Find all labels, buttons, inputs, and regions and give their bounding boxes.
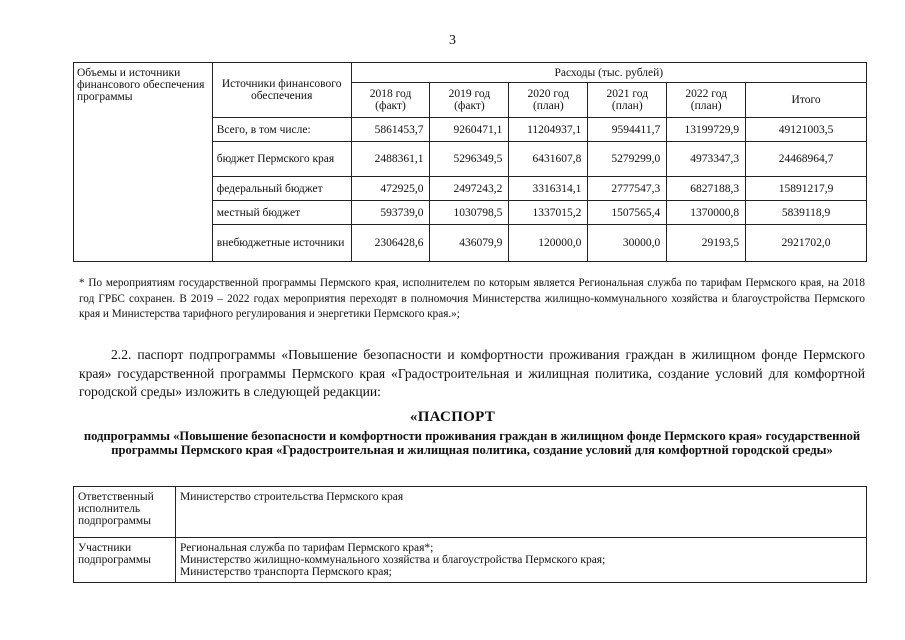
total-cell: 49121003,5: [746, 118, 867, 142]
year-header: 2022 год (план): [667, 83, 746, 118]
source-cell: внебюджетные источники: [212, 225, 351, 262]
source-cell: Всего, в том числе:: [212, 118, 351, 142]
expenses-header: Расходы (тыс. рублей): [351, 63, 866, 83]
total-cell: 5839118,9: [746, 201, 867, 225]
value-cell: 120000,0: [509, 225, 588, 262]
value-cell: 2777547,3: [588, 177, 667, 201]
source-cell: федеральный бюджет: [212, 177, 351, 201]
value-cell: 5296349,5: [430, 142, 509, 177]
year-header: 2020 год (план): [509, 83, 588, 118]
finance-row-label: Объемы и источники финансового обеспечения программы: [74, 63, 213, 262]
value-cell: 9594411,7: [588, 118, 667, 142]
value-cell: 2488361,1: [351, 142, 430, 177]
passport-value: Министерство строительства Пермского края: [176, 487, 867, 538]
value-cell: 3316314,1: [509, 177, 588, 201]
value-cell: 5279299,0: [588, 142, 667, 177]
value-cell: 30000,0: [588, 225, 667, 262]
value-cell: 1507565,4: [588, 201, 667, 225]
passport-subtitle: подпрограммы «Повышение безопасности и комфортности проживания граждан в жилищном фонде Пермского края» государственной программы Пермского края «Градостроительная и жилищная политика, создание условий для комфортной городской среды»: [83, 429, 861, 457]
value-cell: 5861453,7: [351, 118, 430, 142]
footnote: * По мероприятиям государственной программы Пермского края, исполнителем по которым является Региональная служба по тарифам Пермского края, на 2018 год ГРБС сохранен. В 2019 – 2022 годах мероприятия переходят в полномочия Министерства жилищно-коммунального хозяйства и благоустройства Пермского края и Министерства тарифного регулирования и энергетики Пермского края.»;: [79, 277, 865, 320]
passport-value: Региональная служба по тарифам Пермского края*; Министерство жилищно-коммунального хозяйства и благоустройства Пермского края; Министерство транспорта Пермского края;: [176, 538, 867, 583]
value-cell: 29193,5: [667, 225, 746, 262]
table-row: [74, 538, 867, 583]
value-cell: 13199729,9: [667, 118, 746, 142]
value-cell: 11204937,1: [509, 118, 588, 142]
page-number: 3: [449, 33, 456, 48]
source-cell: местный бюджет: [212, 201, 351, 225]
value-cell: 4973347,3: [667, 142, 746, 177]
year-header: 2018 год (факт): [351, 83, 430, 118]
value-cell: 472925,0: [351, 177, 430, 201]
total-cell: 2921702,0: [746, 225, 867, 262]
year-header: 2019 год (факт): [430, 83, 509, 118]
finance-table: [73, 62, 867, 262]
value-cell: 6431607,8: [509, 142, 588, 177]
sources-header: Источники финансового обеспечения: [212, 63, 351, 118]
body-paragraph: 2.2. паспорт подпрограммы «Повышение безопасности и комфортности проживания граждан в жилищном фонде Пермского края» государственной программы Пермского края «Градостроительная и жилищная политика, создание условий для комфортной городской среды» изложить в следующей редакции:: [79, 347, 865, 399]
passport-label: Участники подпрограммы: [74, 538, 176, 583]
table-row: [74, 487, 867, 538]
value-cell: 1370000,8: [667, 201, 746, 225]
value-cell: 6827188,3: [667, 177, 746, 201]
value-cell: 2497243,2: [430, 177, 509, 201]
total-cell: 15891217,9: [746, 177, 867, 201]
value-cell: 9260471,1: [430, 118, 509, 142]
value-cell: 2306428,6: [351, 225, 430, 262]
source-cell: бюджет Пермского края: [212, 142, 351, 177]
value-cell: 436079,9: [430, 225, 509, 262]
passport-title: «ПАСПОРТ: [409, 409, 496, 425]
passport-label: Ответственный исполнитель подпрограммы: [74, 487, 176, 538]
total-cell: 24468964,7: [746, 142, 867, 177]
total-header: Итого: [746, 83, 867, 118]
passport-table: [73, 486, 867, 583]
value-cell: 1337015,2: [509, 201, 588, 225]
value-cell: 593739,0: [351, 201, 430, 225]
value-cell: 1030798,5: [430, 201, 509, 225]
year-header: 2021 год (план): [588, 83, 667, 118]
